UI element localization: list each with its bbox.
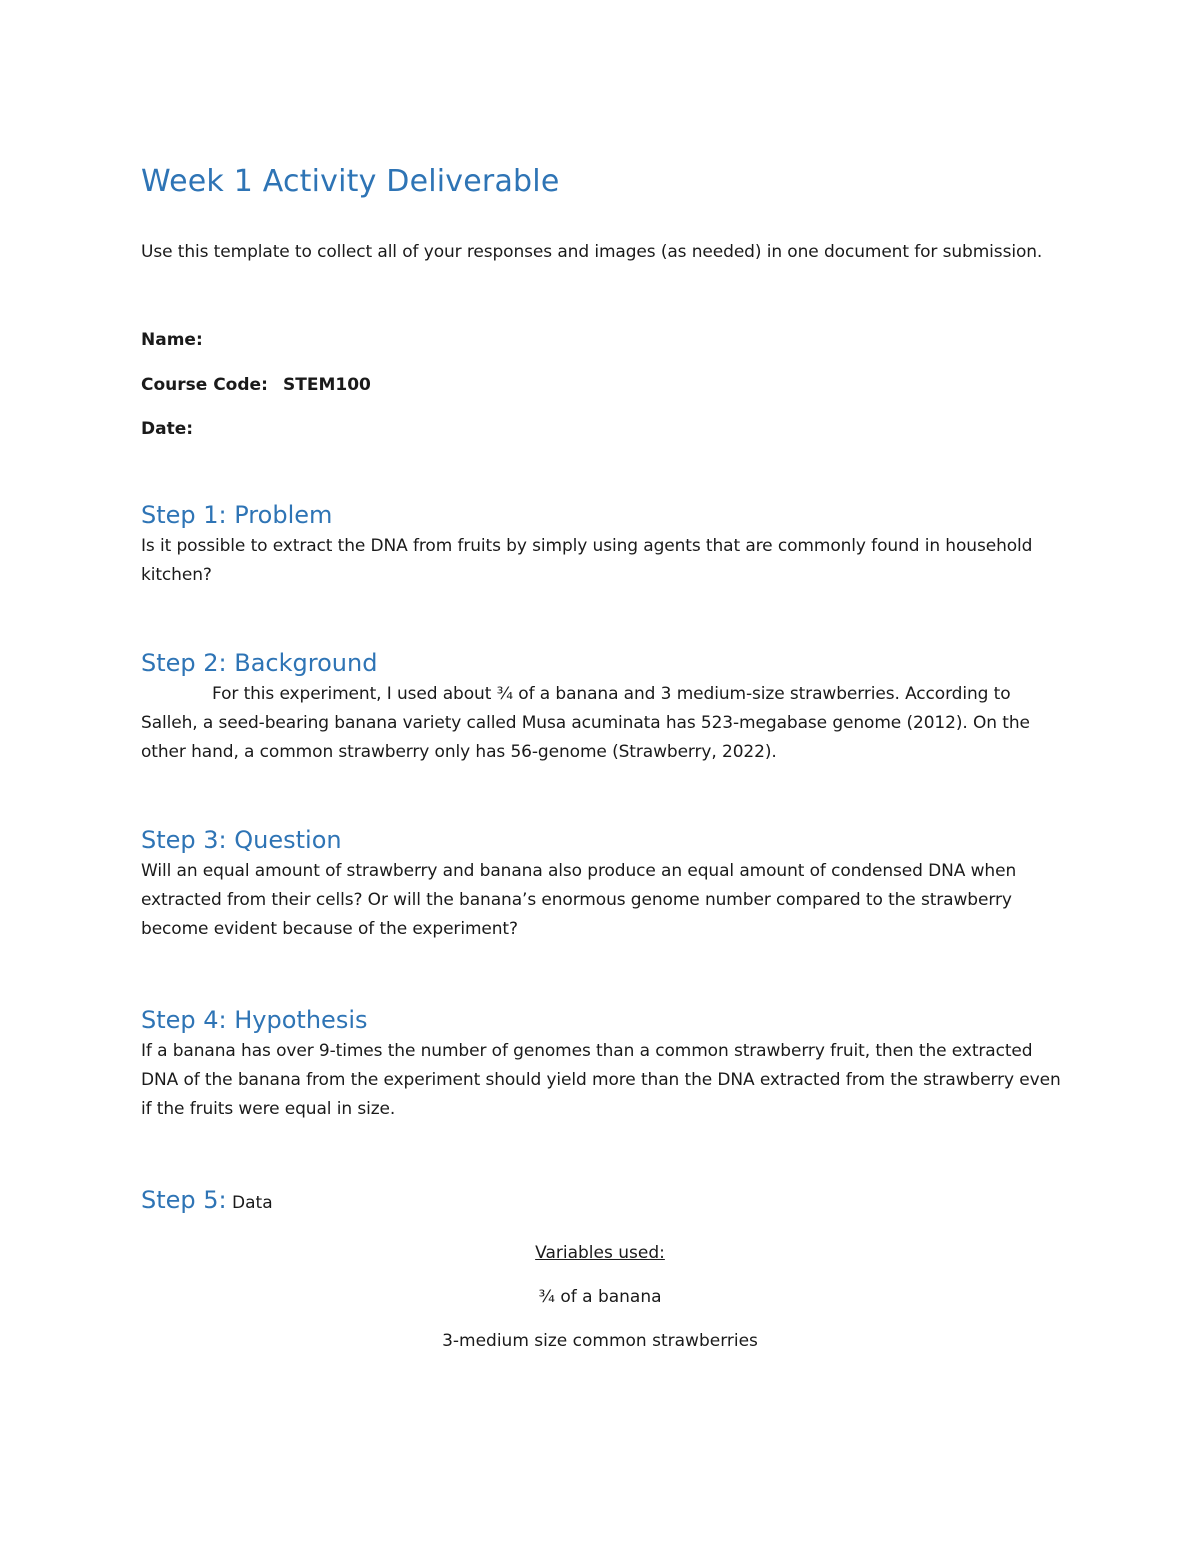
document-content <box>141 160 1061 1352</box>
step-1-heading: Step 1: Problem <box>141 501 333 529</box>
course-code-label: Course Code: <box>141 375 268 395</box>
name-field-label: Name: <box>141 330 203 350</box>
variable-item: 3-medium size common strawberries <box>442 1331 758 1351</box>
step-5-heading-label: Step 5: <box>141 1186 227 1214</box>
step-5-heading-suffix: Data <box>226 1193 273 1213</box>
step-3-text: Will an equal amount of strawberry and banana also produce an equal amount of condensed DNA when extracted from their cells? Or will the banana’s enormous genome number compared to the strawberry become evident because of the experiment? <box>141 861 1017 939</box>
course-code-field <box>141 374 1061 396</box>
document-title: Week 1 Activity Deliverable <box>141 164 560 199</box>
date-field-label: Date: <box>141 419 194 439</box>
step-3-heading: Step 3: Question <box>141 826 342 854</box>
variables-title: Variables used: <box>535 1243 665 1263</box>
step-5-heading <box>141 1183 1061 1220</box>
step-1-text: Is it possible to extract the DNA from fruits by simply using agents that are commonly found in household kitchen? <box>141 536 1033 585</box>
intro-text: Use this template to collect all of your responses and images (as needed) in one document for submission. <box>141 242 1043 262</box>
course-code-value: STEM100 <box>283 375 371 395</box>
step-2-text: For this experiment, I used about ¾ of a banana and 3 medium-size strawberries. According to Salleh, a seed-bearing banana variety called Musa acuminata has 523-megabase genome (2012). On the other hand, a common strawberry only has 56-genome (Strawberry, 2022). <box>141 684 1030 762</box>
step-4-heading: Step 4: Hypothesis <box>141 1006 368 1034</box>
variable-item: ¾ of a banana <box>538 1287 662 1307</box>
step-2-heading: Step 2: Background <box>141 649 378 677</box>
step-4-text: If a banana has over 9-times the number of genomes than a common strawberry fruit, then the extracted DNA of the banana from the experiment should yield more than the DNA extracted from the strawberry even if the fruits were equal in size. <box>141 1041 1061 1119</box>
